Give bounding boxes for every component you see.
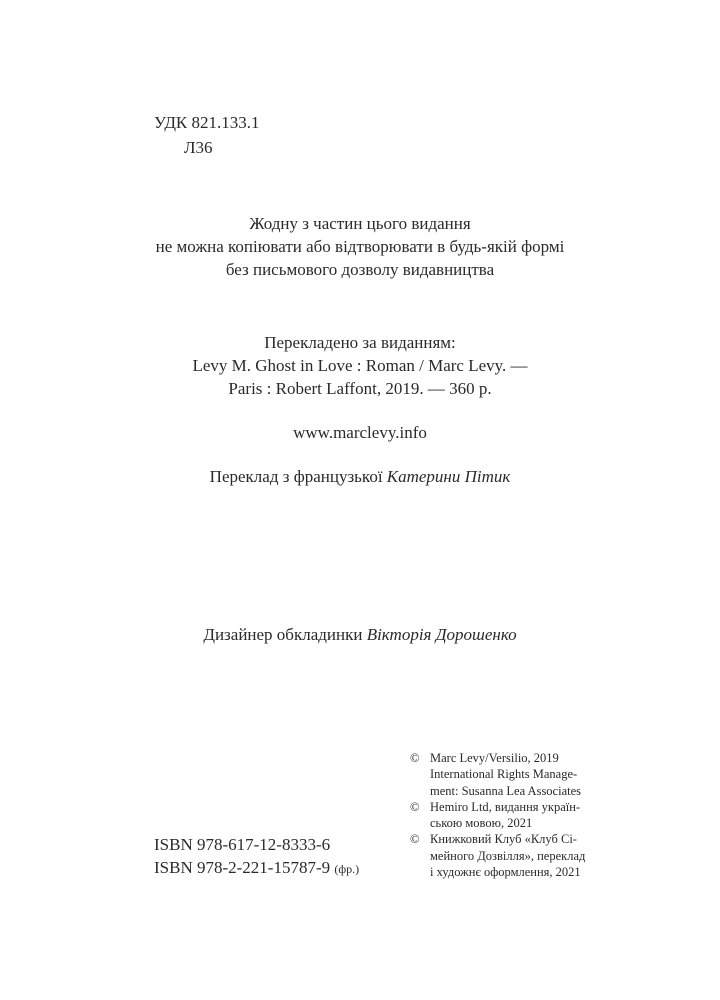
copyright-entry [410,750,615,799]
translator-name: Катерини Пітик [386,467,511,486]
website-url: www.marclevy.info [293,423,427,442]
copyright-entry [410,831,615,880]
warning-line: не можна копіювати або відтворювати в будь-якій формі [155,237,565,256]
original-line: Перекладено за виданням: [264,333,456,352]
copyright-line: Книжковий Клуб «Клуб Сі- [430,832,577,847]
warning-line: Жодну з частин цього видання [249,214,471,233]
copyright-line: мейного Дозвілля», переклад [430,848,586,863]
translator-credit [0,465,720,488]
original-edition [0,331,720,400]
copyright-line: Marc Levy/Versilio, 2019 [430,751,559,765]
warning-line: без письмового дозволу видавництва [225,260,495,279]
copyright-symbol: © [410,799,420,814]
isbn-block [154,833,359,881]
designer-credit [0,623,720,646]
copyright-line: і художнє оформлення, 2021 [430,865,581,880]
author-mark: Л36 [184,138,213,157]
copying-warning [0,212,720,281]
copyright-block [410,750,615,880]
udk-block [154,110,260,160]
isbn-ukrainian: ISBN 978-617-12-8333-6 [154,835,331,854]
designer-name: Вікторія Дорошенко [366,625,517,644]
copyright-symbol: © [410,832,420,847]
isbn-french-note: (фр.) [334,862,360,876]
isbn-french: ISBN 978-2-221-15787-9 [154,858,331,877]
original-line: Paris : Robert Laffont, 2019. — 360 p. [228,379,492,398]
designer-label: Дизайнер обкладинки [203,625,363,644]
translator-label: Переклад з французької [209,467,383,486]
copyright-line: Hemiro Ltd, видання україн- [430,799,581,814]
copyright-symbol: © [410,751,420,765]
copyright-entry [410,799,615,832]
copyright-line: ment: Susanna Lea Associates [430,783,582,798]
udk-code: УДК 821.133.1 [154,113,260,132]
website [0,421,720,444]
original-line: Levy M. Ghost in Love : Roman / Marc Levy. — [192,356,528,375]
copyright-line: ською мовою, 2021 [430,816,533,831]
copyright-line: International Rights Manage- [430,767,578,782]
